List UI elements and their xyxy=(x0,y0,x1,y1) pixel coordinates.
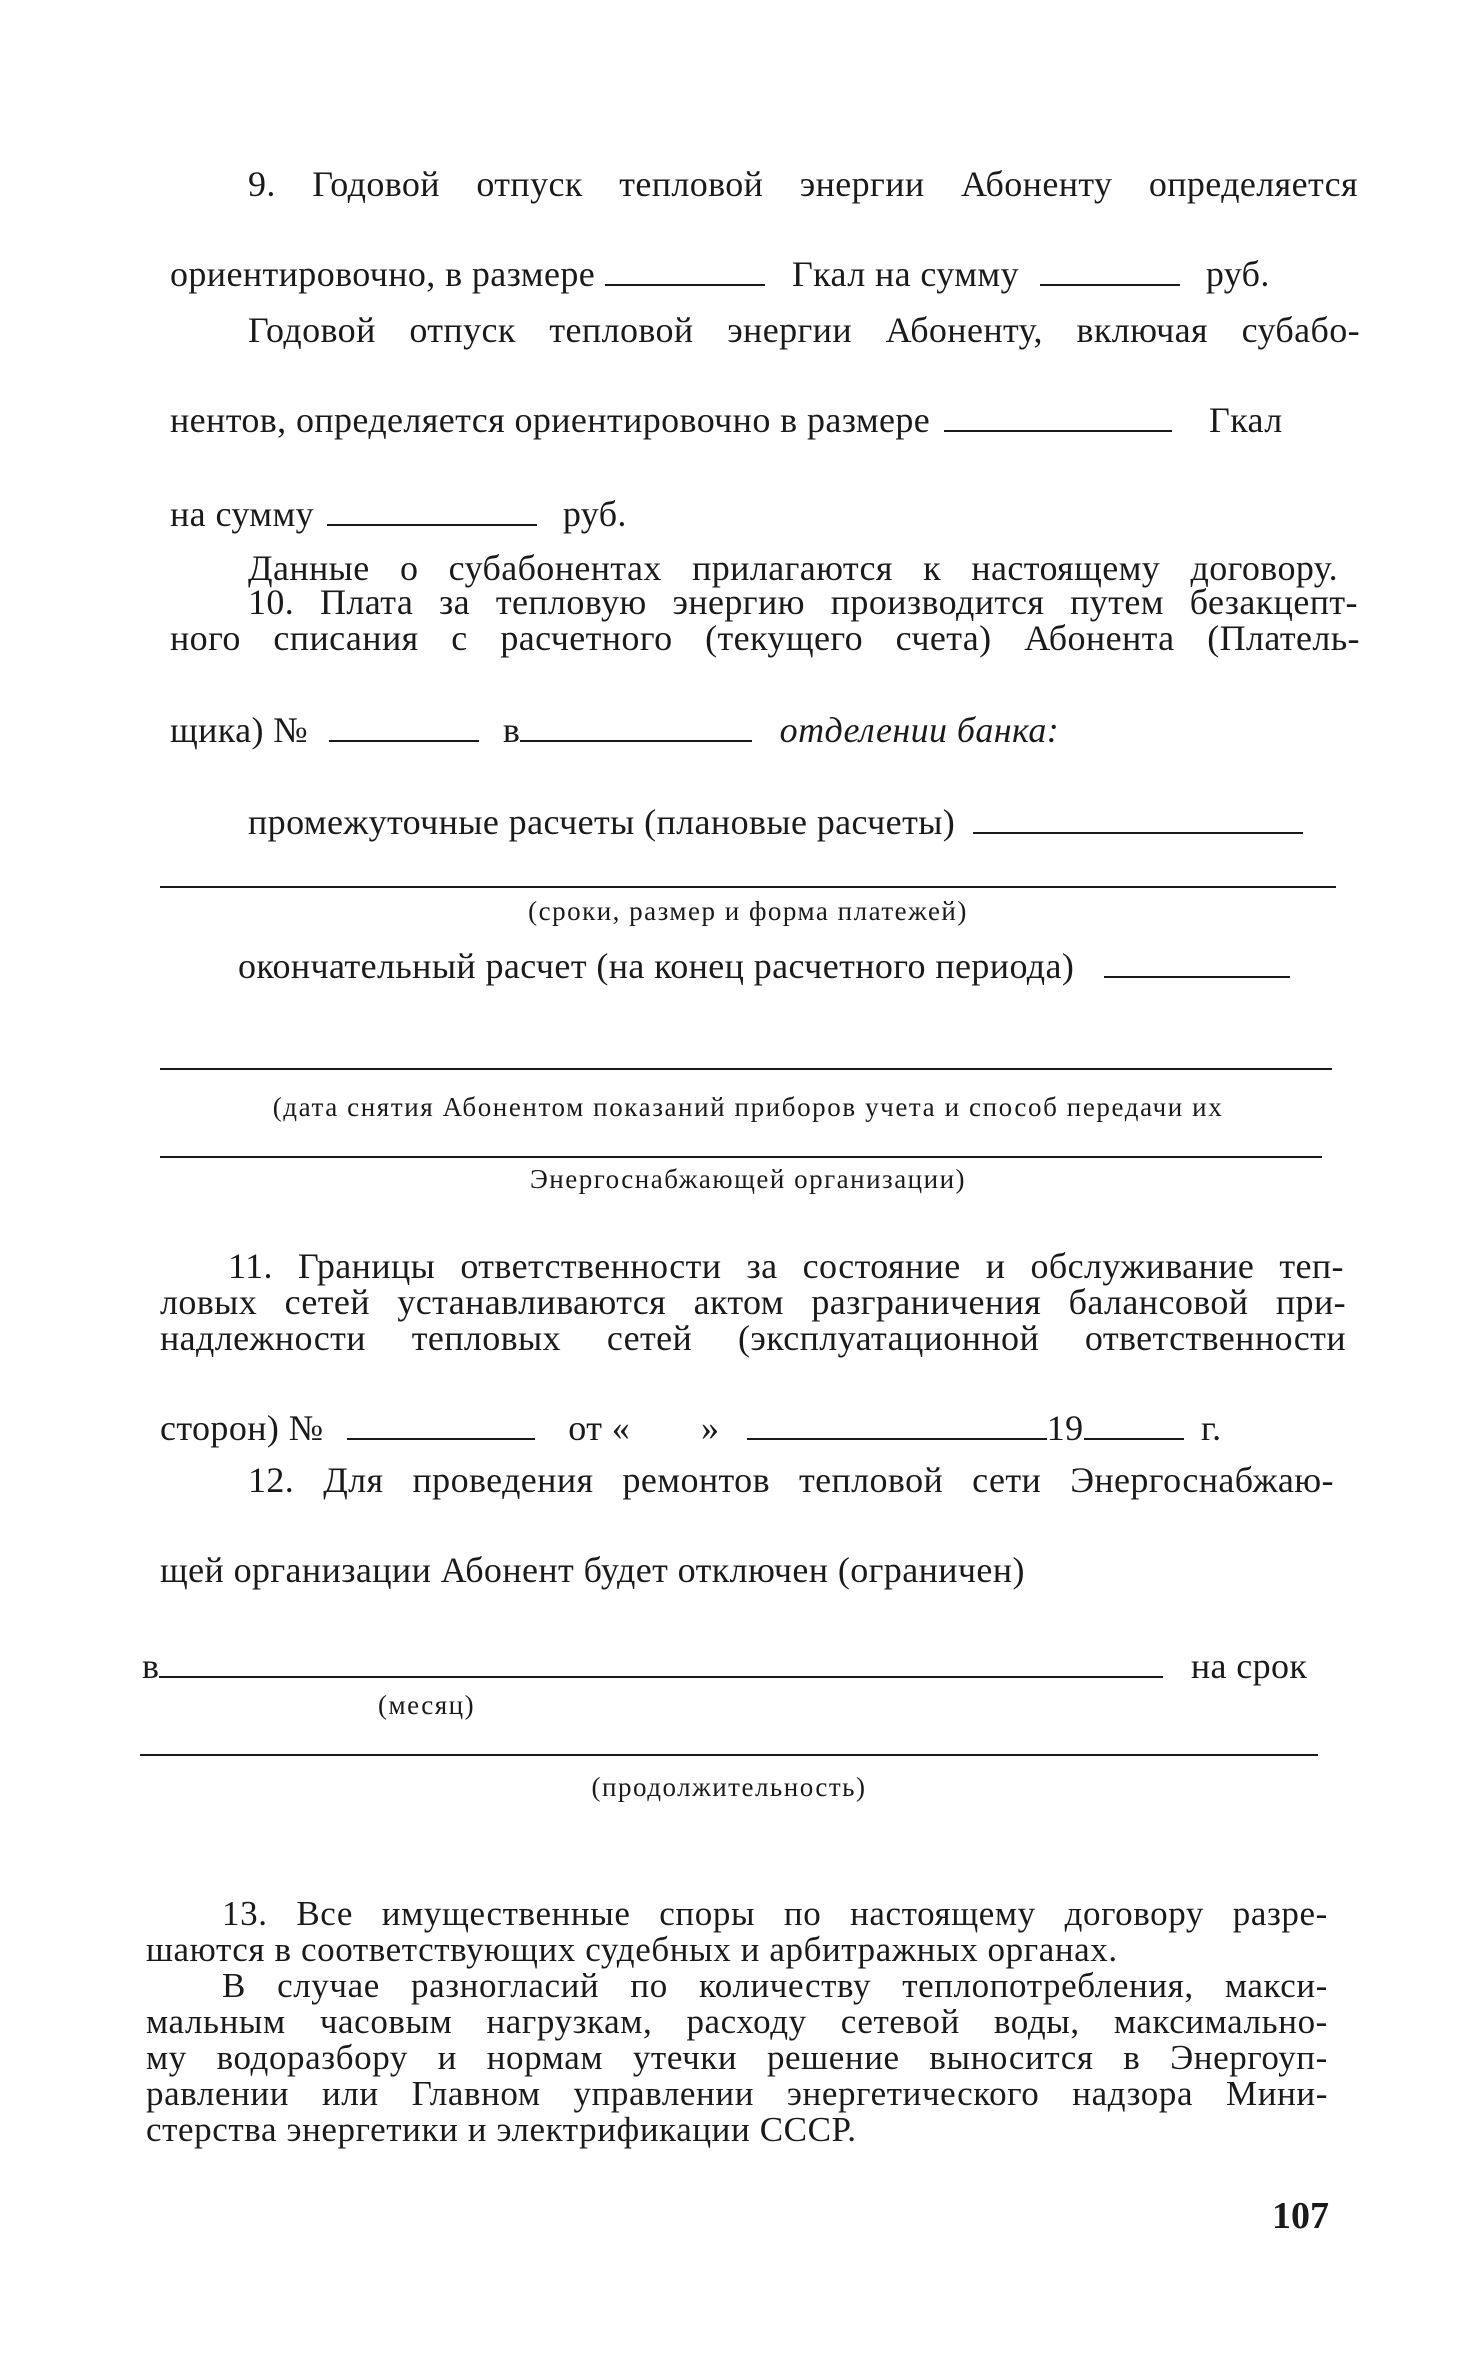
word: энергии xyxy=(727,310,852,350)
word: Годовой xyxy=(312,164,440,204)
word: определяется xyxy=(1148,164,1358,204)
p10-line-1 xyxy=(248,584,1358,620)
word: теплопотребления, xyxy=(902,1966,1194,2005)
word: 9. xyxy=(248,164,276,204)
p13-line-3 xyxy=(222,1968,1328,2003)
word: или xyxy=(321,2074,379,2113)
act-year-blank[interactable] xyxy=(1084,1437,1184,1440)
word: Мини- xyxy=(1226,2074,1328,2113)
p9-line-2: ориентировочно, в размере Гкал на сумму руб. xyxy=(170,254,1270,294)
word: часовым xyxy=(319,2002,453,2041)
word: (Платель- xyxy=(1207,618,1360,658)
word: В xyxy=(222,1966,246,2005)
word: равлении xyxy=(146,2074,290,2113)
p10-interim: промежуточные расчеты (плановые расчеты) xyxy=(248,804,1303,840)
word: состояние xyxy=(802,1246,961,1286)
word: надлежности xyxy=(160,1318,366,1358)
p12-line-2: щей организации Абонент будет отключен (ограничен) xyxy=(160,1550,1025,1590)
word: отпуск xyxy=(476,164,583,204)
word: и xyxy=(437,2038,458,2077)
word: Годовой xyxy=(248,310,376,350)
word: энергию xyxy=(672,582,805,622)
p9-line-3 xyxy=(248,312,1360,348)
p13-line-1 xyxy=(222,1896,1328,1931)
word: водоразбору xyxy=(216,2038,408,2077)
word: Энергоуп- xyxy=(1170,2038,1328,2077)
word: тепловую xyxy=(495,582,647,622)
payment-terms-line[interactable] xyxy=(160,886,1336,888)
word: утечки xyxy=(632,2038,738,2077)
p13-line-2: шаются в соответствующих судебных и арбитражных органах. xyxy=(146,1930,1118,1969)
word: (текущего xyxy=(705,618,864,658)
p9-line-6 xyxy=(248,550,1338,586)
sum-blank[interactable] xyxy=(1040,283,1180,286)
word: мальным xyxy=(146,2002,286,2041)
word: макси- xyxy=(1224,1966,1328,2005)
word: проведения xyxy=(412,1460,594,1500)
p11-line-3 xyxy=(160,1320,1346,1356)
word: (эксплуатационной xyxy=(738,1318,1040,1358)
word: ловых xyxy=(160,1282,258,1322)
word: при- xyxy=(1275,1282,1346,1322)
word: споры xyxy=(659,1894,756,1933)
word: договору. xyxy=(1190,548,1338,588)
word: в xyxy=(1123,2038,1141,2077)
word: тепловых xyxy=(411,1318,562,1358)
energy-amount-blank[interactable] xyxy=(605,283,765,286)
word: нормам xyxy=(486,2038,604,2077)
p11-line-2 xyxy=(160,1284,1346,1320)
p9-line-1 xyxy=(248,166,1358,202)
word: за xyxy=(746,1246,778,1286)
word: Абоненту, xyxy=(885,310,1043,350)
payment-terms-caption: (сроки, размер и форма платежей) xyxy=(528,896,968,926)
word: субабо- xyxy=(1241,310,1360,350)
word: ного xyxy=(170,618,241,658)
word: энергетического xyxy=(786,2074,1040,2113)
word: сети xyxy=(972,1460,1042,1500)
word: расчетного xyxy=(500,618,673,658)
word: ремонтов xyxy=(622,1460,770,1500)
word: 11. xyxy=(228,1246,273,1286)
word: с xyxy=(451,618,468,658)
bank-branch-blank[interactable] xyxy=(520,739,752,742)
word: Данные xyxy=(248,548,370,588)
word: о xyxy=(399,548,419,588)
word: за xyxy=(439,582,471,622)
word: максимально- xyxy=(1113,2002,1328,2041)
word: му xyxy=(146,2038,187,2077)
word: устанавливаются xyxy=(397,1282,667,1322)
word: расходу xyxy=(686,2002,807,2041)
word: случае xyxy=(277,1966,380,2005)
word: тепловой xyxy=(798,1460,944,1500)
word: сетей xyxy=(606,1318,693,1358)
word: нагрузкам, xyxy=(486,2002,653,2041)
word: сетей xyxy=(284,1282,370,1322)
word: субабонентах xyxy=(448,548,662,588)
word: теп- xyxy=(1279,1246,1344,1286)
word: счета) xyxy=(895,618,992,658)
word: ответственности xyxy=(1084,1318,1346,1358)
p10-line-2 xyxy=(170,620,1360,656)
p13-line-6 xyxy=(146,2076,1328,2111)
word: и xyxy=(985,1246,1006,1286)
energy-org-caption: Энергоснабжающей организации) xyxy=(529,1164,967,1194)
word: по xyxy=(783,1894,822,1933)
p12-line-1 xyxy=(248,1462,1334,1498)
word: по xyxy=(630,1966,668,2005)
word: Для xyxy=(323,1460,384,1500)
act-number-blank[interactable] xyxy=(347,1437,535,1440)
p13-line-5 xyxy=(146,2040,1328,2075)
meter-reading-caption: (дата снятия Абонентом показаний приборов учета и способ передачи их xyxy=(272,1092,1224,1122)
word: безакцепт- xyxy=(1189,582,1358,622)
word: тепловой xyxy=(549,310,694,350)
word: настоящему xyxy=(850,1894,1036,1933)
word: энергии xyxy=(799,164,925,204)
word: количеству xyxy=(698,1966,872,2005)
word: имущественные xyxy=(381,1894,631,1933)
duration-caption: (продолжительность) xyxy=(591,1772,867,1802)
meter-reading-line[interactable] xyxy=(160,1068,1332,1070)
word: ответственности xyxy=(460,1246,722,1286)
account-number-blank[interactable] xyxy=(329,739,479,742)
word: путем xyxy=(1070,582,1164,622)
p12-line-3: в на срок xyxy=(142,1646,1308,1686)
word: Плата xyxy=(320,582,414,622)
p10-final: окончательный расчет (на конец расчетного периода) xyxy=(238,948,1290,984)
p13-line-4 xyxy=(146,2004,1328,2039)
word: 13. xyxy=(222,1894,268,1933)
word: воды, xyxy=(993,2002,1080,2041)
subscriber-sum-blank[interactable] xyxy=(327,523,537,526)
word: балансовой xyxy=(1068,1282,1249,1322)
word: 10. xyxy=(248,582,295,622)
word: прилагаются xyxy=(692,548,893,588)
p11-line-4: сторон) № от « » 19 г. xyxy=(160,1408,1222,1448)
word: 12. xyxy=(248,1460,295,1500)
page-number: 107 xyxy=(1272,2195,1329,2237)
word: Границы xyxy=(297,1246,436,1286)
word: сетевой xyxy=(840,2002,960,2041)
p13-line-7: стерства энергетики и электрификации СССР. xyxy=(146,2110,857,2149)
word: Абонента xyxy=(1024,618,1175,658)
word: тепловой xyxy=(619,164,764,204)
p10-line-3: щика) № в отделении банка: xyxy=(170,710,1060,750)
word: включая xyxy=(1076,310,1208,350)
p11-line-1 xyxy=(228,1248,1344,1284)
word: надзора xyxy=(1072,2074,1194,2113)
act-date-blank[interactable] xyxy=(747,1437,1047,1440)
word: списания xyxy=(273,618,419,658)
word: решение xyxy=(766,2038,900,2077)
word: разре- xyxy=(1232,1894,1328,1933)
word: разногласий xyxy=(410,1966,600,2005)
word: настоящему xyxy=(971,548,1161,588)
subscriber-energy-blank[interactable] xyxy=(944,429,1172,432)
month-caption: (месяц) xyxy=(378,1690,476,1720)
word: договору xyxy=(1064,1894,1204,1933)
interim-payments-blank[interactable] xyxy=(973,831,1303,834)
word: производится xyxy=(830,582,1045,622)
transmission-method-line[interactable] xyxy=(160,1156,1322,1158)
word: Главном xyxy=(411,2074,541,2113)
word: Энергоснабжаю- xyxy=(1070,1460,1334,1500)
p9-line-4: нентов, определяется ориентировочно в размере Гкал xyxy=(170,400,1283,440)
word: Абоненту xyxy=(960,164,1113,204)
duration-line[interactable] xyxy=(140,1754,1318,1756)
word: управлении xyxy=(573,2074,755,2113)
word: обслуживание xyxy=(1030,1246,1255,1286)
word: к xyxy=(923,548,942,588)
final-payment-blank[interactable] xyxy=(1104,975,1290,978)
shutdown-month-blank[interactable] xyxy=(159,1675,1163,1678)
word: выносится xyxy=(929,2038,1094,2077)
word: Все xyxy=(296,1894,353,1933)
word: отпуск xyxy=(409,310,516,350)
word: разграничения xyxy=(811,1282,1042,1322)
p9-line-5: на сумму руб. xyxy=(170,494,627,534)
word: актом xyxy=(693,1282,784,1322)
